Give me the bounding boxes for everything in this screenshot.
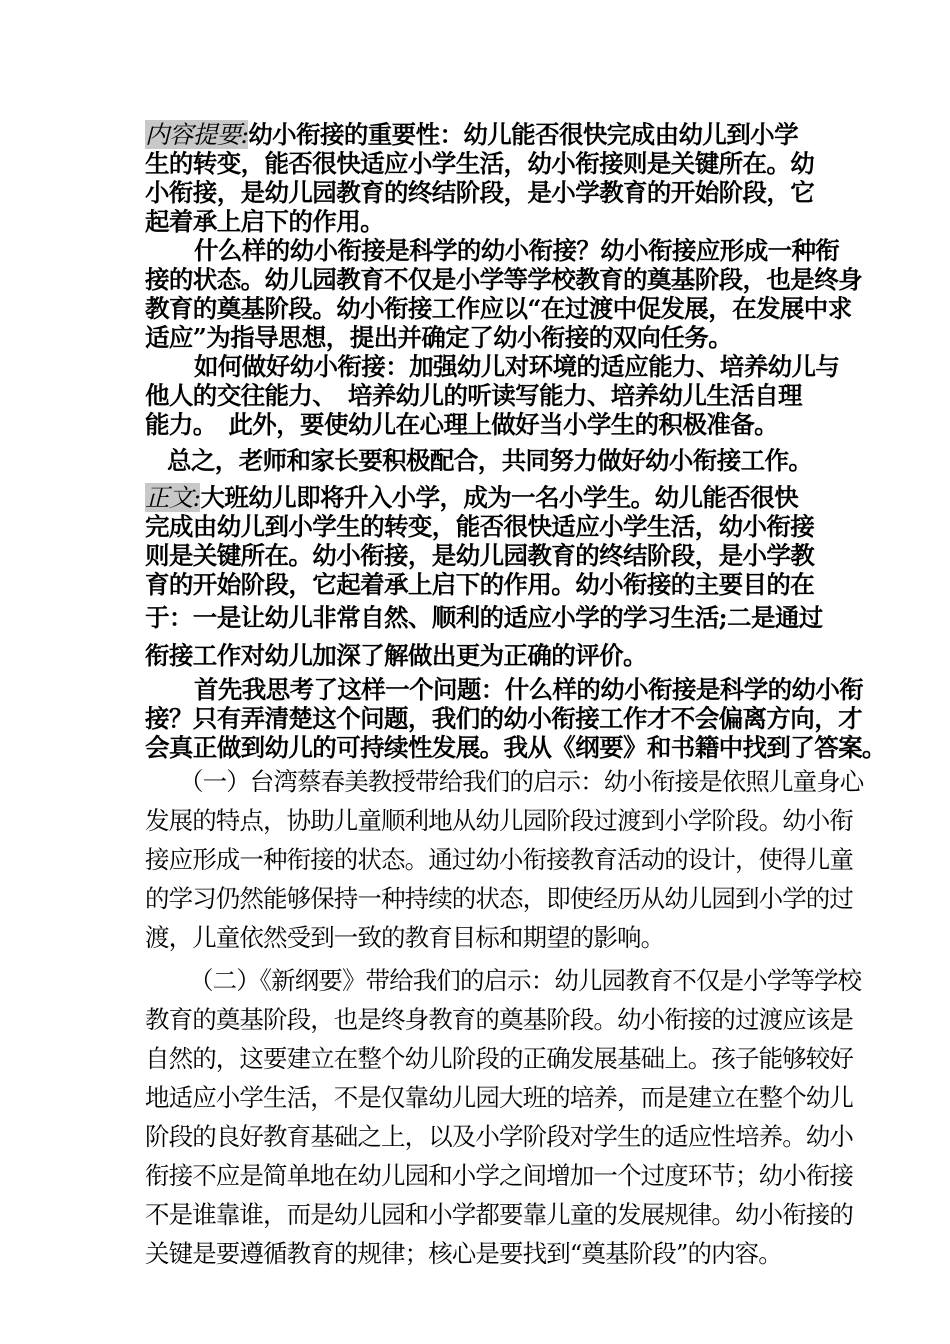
body-paragraph-1 <box>145 483 815 599</box>
summary-paragraph-4 <box>145 443 813 479</box>
text-line: （二）《新纲要》带给我们的启示：幼儿园教育不仅是小学等学校 <box>189 966 862 995</box>
text-line: 生的转变，能否很快适应小学生活，幼小衔接则是关键所在。幼 <box>145 149 815 178</box>
text-line: 教育的奠基阶段，也是终身教育的奠基阶段。幼小衔接的过渡应该是 <box>145 1005 853 1034</box>
text-line: 则是关键所在。幼小衔接，是幼儿园教育的终结阶段，是小学教 <box>145 541 815 570</box>
text-line: 渡，儿童依然受到一致的教育目标和期望的影响。 <box>145 923 665 952</box>
body-paragraph-2 <box>145 599 823 675</box>
text-line: 他人的交往能力、 培养幼儿的听读写能力、培养幼儿生活自理 <box>145 381 802 410</box>
text-line: 什么样的幼小衔接是科学的幼小衔接？幼小衔接应形成一种衔 <box>194 236 840 265</box>
text-line: 育的开始阶段，它起着承上启下的作用。幼小衔接的主要目的在 <box>145 570 815 599</box>
text-line: 会真正做到幼儿的可持续性发展。我从《纲要》和书籍中找到了答案。 <box>145 733 886 762</box>
body-label: 正文: <box>145 483 201 512</box>
text-line: 于：一是让幼儿非常自然、顺利的适应小学的学习生活;二是通过 <box>145 603 823 632</box>
text-line: 的学习仍然能够保持一种持续的状态，即使经历从幼儿园到小学的过 <box>145 884 853 913</box>
text-line: 能力。 此外，要使幼儿在心理上做好当小学生的积极准备。 <box>145 410 779 439</box>
text-line: 关键是要遵循教育的规律；核心是要找到“奠基阶段”的内容。 <box>145 1239 782 1268</box>
text-line: 衔接工作对幼儿加深了解做出更为正确的评价。 <box>145 641 647 670</box>
text-line: 教育的奠基阶段。幼小衔接工作应以“在过渡中促发展，在发展中求 <box>145 294 852 323</box>
text-line: 接？只有弄清楚这个问题，我们的幼小衔接工作才不会偏离方向，才 <box>145 704 862 733</box>
body-paragraph-5 <box>145 961 862 1273</box>
text-line: 衔接不应是简单地在幼儿园和小学之间增加一个过度环节；幼小衔接 <box>145 1161 853 1190</box>
text-line: 完成由幼儿到小学生的转变，能否很快适应小学生活，幼小衔接 <box>145 512 815 541</box>
text-line: 如何做好幼小衔接：加强幼儿对环境的适应能力、培养幼儿与 <box>194 352 840 381</box>
text-line: 地适应小学生活，不是仅靠幼儿园大班的培养，而是建立在整个幼儿 <box>145 1083 853 1112</box>
summary-label: 内容提要: <box>145 120 249 149</box>
text-line: 接应形成一种衔接的状态。通过幼小衔接教育活动的设计，使得儿童 <box>145 845 853 874</box>
text-line: 发展的特点，协助儿童顺利地从幼儿园阶段过渡到小学阶段。幼小衔 <box>145 806 853 835</box>
text-line: 自然的，这要建立在整个幼儿阶段的正确发展基础上。孩子能够较好 <box>145 1044 853 1073</box>
text-line: 内容提要:幼小衔接的重要性：幼儿能否很快完成由幼儿到小学 <box>145 120 798 149</box>
body-paragraph-4 <box>145 762 864 957</box>
body-paragraph-3 <box>145 675 886 762</box>
text-line: （一）台湾蔡春美教授带给我们的启示：幼小衔接是依照儿童身心 <box>179 767 864 796</box>
text-line: 首先我思考了这样一个问题：什么样的幼小衔接是科学的幼小衔 <box>194 675 864 704</box>
document-page <box>145 120 886 1273</box>
text-line: 不是谁靠谁，而是幼儿园和小学都要靠儿童的发展规律。幼小衔接的 <box>145 1200 853 1229</box>
text-line: 小衔接，是幼儿园教育的终结阶段，是小学教育的开始阶段，它 <box>145 178 815 207</box>
summary-paragraph-2 <box>145 236 862 352</box>
text-line: 总之，老师和家长要积极配合，共同努力做好幼小衔接工作。 <box>167 446 813 475</box>
text-line: 正文:大班幼儿即将升入小学，成为一名小学生。幼儿能否很快 <box>145 483 798 512</box>
text-line: 适应”为指导思想，提出并确定了幼小衔接的双向任务。 <box>145 323 733 352</box>
summary-paragraph-3 <box>145 352 840 439</box>
text-line: 起着承上启下的作用。 <box>145 207 384 236</box>
text-line: 接的状态。幼儿园教育不仅是小学等学校教育的奠基阶段，也是终身 <box>145 265 862 294</box>
text-line: 阶段的良好教育基础之上，以及小学阶段对学生的适应性培养。幼小 <box>145 1122 853 1151</box>
summary-paragraph-1 <box>145 120 815 236</box>
